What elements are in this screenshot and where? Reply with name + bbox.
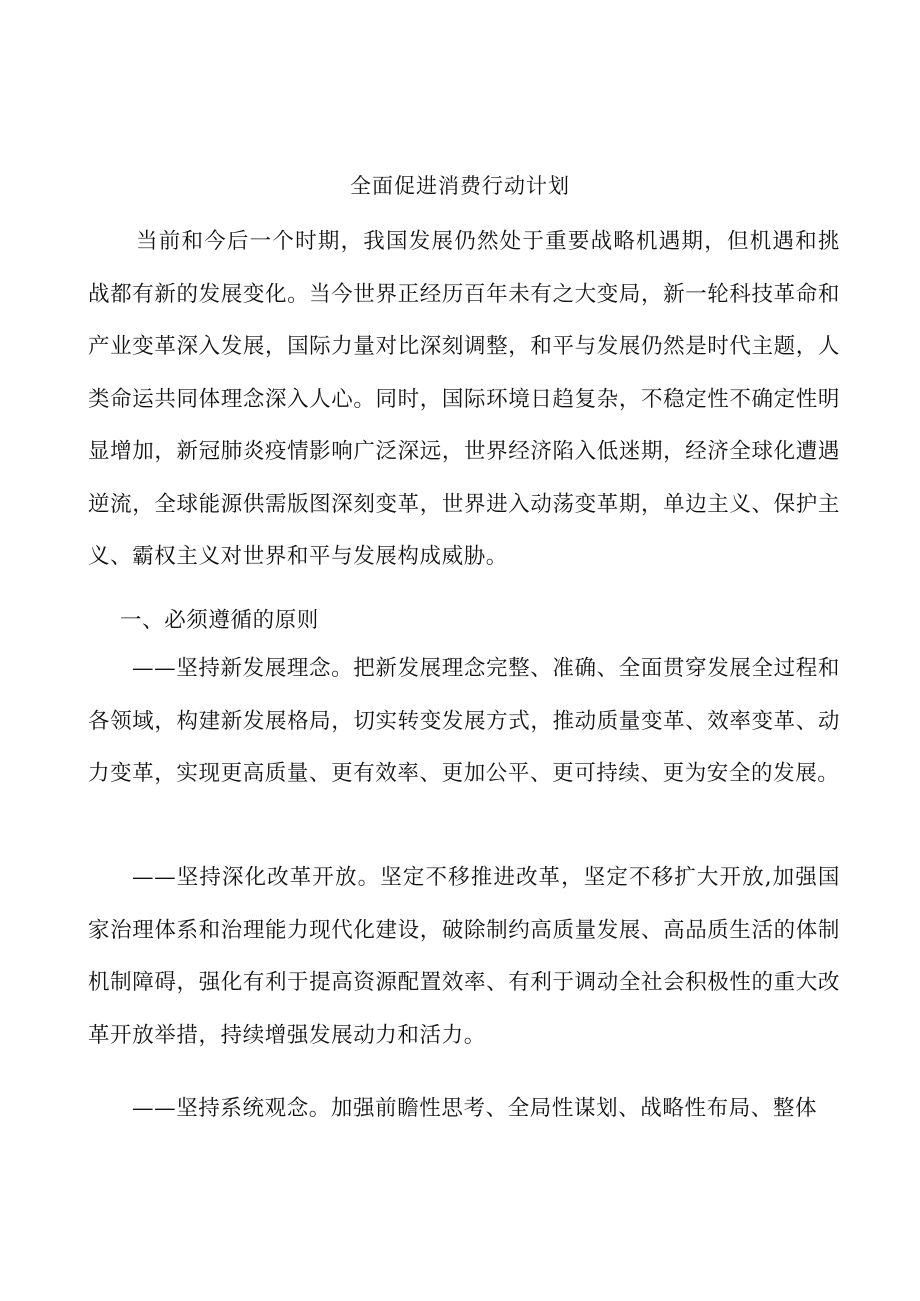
document-title: 全面促进消费行动计划: [350, 174, 570, 198]
principle-paragraph-1: ——坚持新发展理念。把新发展理念完整、准确、全面贯穿发展全过程和各领域，构建新发展格局，切实转变发展方式，推动质量变革、效率变革、动力变革，实现更高质量、更有效率、更加公平、更可持续、更为安全的发展。: [88, 656, 840, 786]
section-heading: 一、必须遵循的原则: [120, 608, 319, 633]
intro-paragraph: 当前和今后一个时期，我国发展仍然处于重要战略机遇期，但机遇和挑战都有新的发展变化。当今世界正经历百年未有之大变局，新一轮科技革命和产业变革深入发展，国际力量对比深刻调整，和平与发展仍然是时代主题，人类命运共同体理念深入人心。同时，国际环境日趋复杂，不稳定性不确定性明显增加，新冠肺炎疫情影响广泛深远，世界经济陷入低迷期，经济全球化遭遇逆流，全球能源供需版图深刻变革，世界进入动荡变革期，单边主义、保护主义、霸权主义对世界和平与发展构成威胁。: [88, 229, 840, 569]
principle-paragraph-2: ——坚持深化改革开放。坚定不移推进改革，坚定不移扩大开放,加强国家治理体系和治理能力现代化建设，破除制约高质量发展、高品质生活的体制机制障碍，强化有利于提高资源配置效率、有利于调动全社会积极性的重大改革开放举措，持续增强发展动力和活力。: [88, 865, 840, 1048]
principle-paragraph-3: ——坚持系统观念。加强前瞻性思考、全局性谋划、战略性布局、整体: [132, 1096, 818, 1121]
